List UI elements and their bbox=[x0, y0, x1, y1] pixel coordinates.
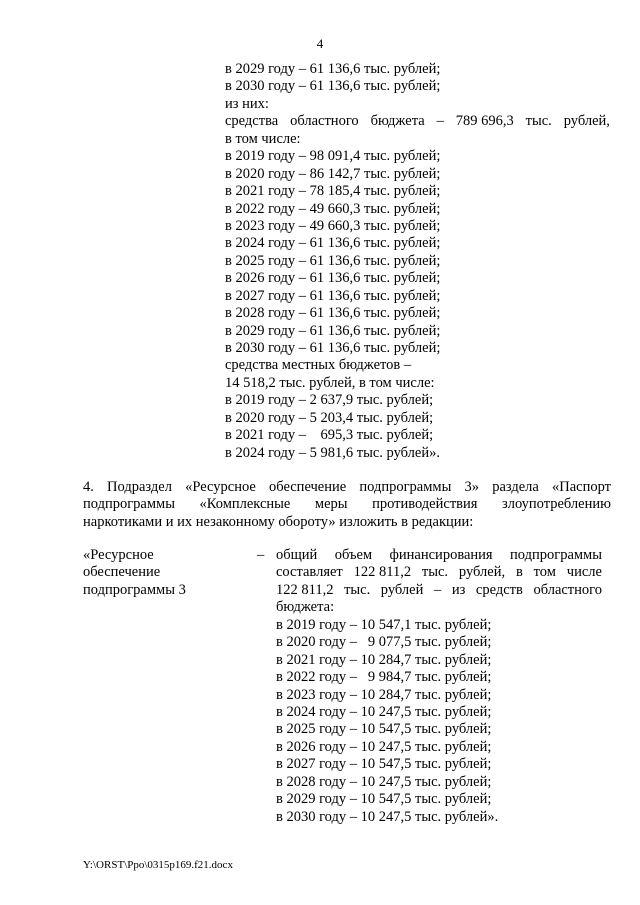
page-number: 4 bbox=[316, 36, 324, 51]
text-line: в том числе: bbox=[225, 130, 301, 147]
year-line: в 2026 году – 10 247,5 тыс. рублей; bbox=[276, 738, 492, 755]
text-line: в 2022 году – 49 660,3 тыс. рублей; bbox=[225, 200, 441, 217]
word: «Паспорт bbox=[552, 479, 611, 495]
value-line: бюджета: bbox=[276, 599, 335, 616]
word: тыс. bbox=[344, 581, 371, 598]
text-line: в 2020 году – 86 142,7 тыс. рублей; bbox=[225, 165, 441, 182]
word: подпрограммы bbox=[83, 496, 175, 513]
oblast-budget-line bbox=[225, 113, 610, 130]
text-line: в 2030 году – 61 136,6 тыс. рублей; bbox=[225, 78, 441, 95]
word: раздела bbox=[492, 479, 539, 495]
text-line: 14 518,2 тыс. рублей, в том числе: bbox=[225, 374, 435, 391]
passport-row-value bbox=[276, 547, 602, 826]
text-line: в 2019 году – 98 091,4 тыс. рублей; bbox=[225, 148, 441, 165]
word: злоупотреблению bbox=[501, 496, 611, 513]
word: том bbox=[533, 564, 556, 581]
word: подпрограммы bbox=[359, 479, 452, 495]
text-line: в 2027 году – 61 136,6 тыс. рублей; bbox=[225, 287, 441, 304]
text-line: в 2026 году – 61 136,6 тыс. рублей; bbox=[225, 270, 441, 287]
value-line bbox=[276, 547, 602, 564]
text-line: в 2020 году – 5 203,4 тыс. рублей; bbox=[225, 409, 434, 426]
word: Подраздел bbox=[107, 479, 172, 495]
funding-continuation-block bbox=[225, 61, 610, 462]
year-line: в 2024 году – 10 247,5 тыс. рублей; bbox=[276, 703, 492, 720]
text-line: в 2028 году – 61 136,6 тыс. рублей; bbox=[225, 305, 441, 322]
word: «Комплексные bbox=[199, 496, 291, 513]
word: средств bbox=[475, 581, 523, 598]
word: 3» bbox=[464, 479, 480, 495]
word: числе bbox=[566, 564, 602, 581]
word: меры bbox=[314, 496, 348, 513]
word: средства bbox=[225, 113, 279, 130]
year-line: в 2027 году – 10 547,5 тыс. рублей; bbox=[276, 756, 492, 773]
passport-dash: – bbox=[257, 547, 265, 563]
text-line: в 2029 году – 61 136,6 тыс. рублей; bbox=[225, 322, 441, 339]
word: бюджета bbox=[370, 113, 425, 130]
text-line: в 2023 году – 49 660,3 тыс. рублей; bbox=[225, 217, 441, 234]
word: – bbox=[433, 581, 442, 598]
year-line: в 2023 году – 10 284,7 тыс. рублей; bbox=[276, 686, 492, 703]
text-line: в 2024 году – 61 136,6 тыс. рублей; bbox=[225, 235, 441, 252]
word: общий bbox=[276, 547, 318, 563]
year-line: в 2028 году – 10 247,5 тыс. рублей; bbox=[276, 773, 492, 790]
word: составляет bbox=[276, 564, 343, 581]
year-line: в 2021 году – 10 284,7 тыс. рублей; bbox=[276, 651, 492, 668]
text-line: в 2025 году – 61 136,6 тыс. рублей; bbox=[225, 252, 441, 269]
label-line: «Ресурсное bbox=[83, 547, 154, 563]
word: «Ресурсное bbox=[185, 479, 256, 495]
value-line bbox=[276, 582, 602, 599]
word: подпрограммы bbox=[510, 547, 602, 563]
text-line: средства местных бюджетов – bbox=[225, 357, 412, 374]
text-line: в 2019 году – 2 637,9 тыс. рублей; bbox=[225, 392, 434, 409]
word: противодействия bbox=[372, 496, 478, 513]
text-line: из них: bbox=[225, 95, 269, 112]
text-line: в 2029 году – 61 136,6 тыс. рублей; bbox=[225, 61, 441, 77]
word: рублей bbox=[380, 581, 424, 598]
word: рублей, bbox=[563, 113, 610, 130]
word: 122 811,2 bbox=[353, 564, 412, 581]
word: финансирования bbox=[389, 547, 493, 563]
word: из bbox=[451, 581, 466, 598]
value-line bbox=[276, 564, 602, 581]
passport-row-label bbox=[83, 547, 233, 599]
paragraph-line: наркотиками и их незаконному обороту» изложить в редакции: bbox=[83, 513, 474, 530]
text-line: в 2030 году – 61 136,6 тыс. рублей; bbox=[225, 340, 441, 356]
word: тыс. bbox=[525, 113, 552, 130]
word: областного bbox=[533, 581, 602, 598]
word: обеспечение bbox=[269, 479, 347, 495]
year-line: в 2020 году – 9 077,5 тыс. рублей; bbox=[276, 634, 492, 651]
label-line: обеспечение bbox=[83, 564, 161, 581]
file-path-footer: Y:\ORST\Ppo\0315p169.f21.docx bbox=[83, 859, 233, 871]
text-line: в 2021 году – 695,3 тыс. рублей; bbox=[225, 427, 434, 444]
word: объем bbox=[334, 547, 373, 563]
year-line: в 2022 году – 9 984,7 тыс. рублей; bbox=[276, 669, 492, 686]
word: 789 696,3 bbox=[455, 113, 514, 130]
text-line: в 2021 году – 78 185,4 тыс. рублей; bbox=[225, 183, 441, 200]
word: 122 811,2 bbox=[276, 581, 334, 598]
year-line: в 2019 году – 10 547,1 тыс. рублей; bbox=[276, 616, 492, 633]
paragraph-line bbox=[83, 496, 611, 513]
year-line: в 2030 году – 10 247,5 тыс. рублей». bbox=[276, 808, 499, 825]
year-line: в 2029 году – 10 547,5 тыс. рублей; bbox=[276, 791, 492, 808]
word: областного bbox=[290, 113, 359, 130]
year-line: в 2025 году – 10 547,5 тыс. рублей; bbox=[276, 721, 492, 738]
word: – bbox=[436, 113, 444, 130]
word: в bbox=[515, 564, 523, 581]
label-line: подпрограммы 3 bbox=[83, 581, 186, 598]
paragraph-4 bbox=[83, 479, 611, 531]
word: 4. bbox=[83, 479, 94, 495]
word: рублей, bbox=[458, 564, 506, 581]
paragraph-line bbox=[83, 479, 611, 496]
word: тыс. bbox=[421, 564, 449, 581]
text-line: в 2024 году – 5 981,6 тыс. рублей». bbox=[225, 444, 440, 461]
